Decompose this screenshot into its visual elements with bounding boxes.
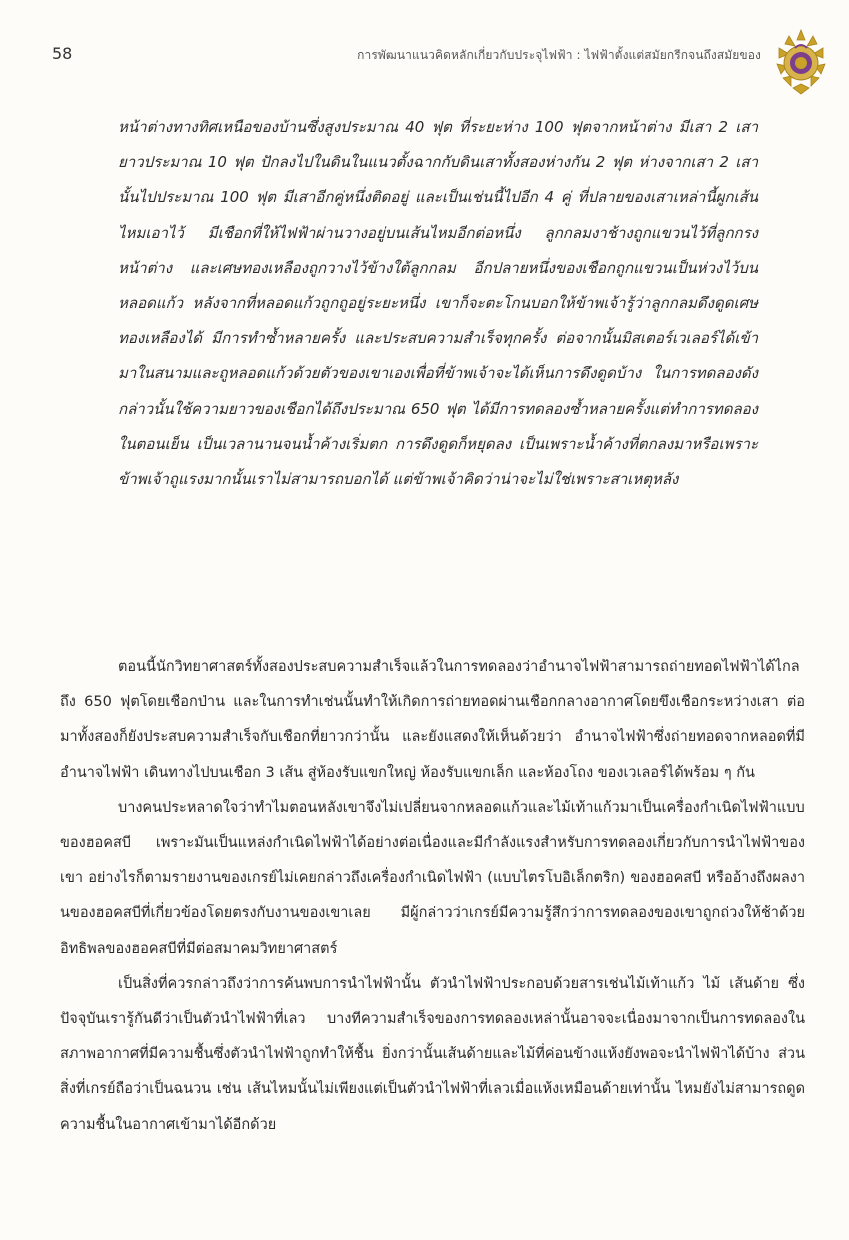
body-paragraph-2: บางคนประหลาดใจว่าทำไมตอนหลังเขาจึงไม่เปลี่ยนจากหลอดแก้วและไม้เท้าแก้วมาเป็นเครื่องกำเนิดไฟฟ้าแบบของฮอคสบี เพราะมันเป็นแหล่งกำเนิดไฟฟ้าได้อย่างต่อเนื่องและมีกำลังแรงสำหรับการทดลองเกี่ยวกับการนำไฟฟ้าของเขา อย่างไรก็ตามรายงานของเกรย์ไม่เคยกล่าวถึงเครื่องกำเนิดไฟฟ้า (แบบไตรโบอิเล็กตริก) ของฮอคสบี หรืออ้างถึงผลงานของฮอคสบีที่เกี่ยวข้องโดยตรงกับงานของเขาเลย มีผู้กล่าวว่าเกรย์มีความรู้สึกว่าการทดลองของเขาถูกถ่วงให้ช้าด้วยอิทธิพลของฮอคสบีที่มีต่อสมาคมวิทยาศาสตร์ [60,799,805,957]
quote-paragraph: หน้าต่างทางทิศเหนือของบ้านซึ่งสูงประมาณ 40 ฟุต ที่ระยะห่าง 100 ฟุตจากหน้าต่าง มีเสา 2 เสายาวประมาณ 10 ฟุต ปักลงไปในดินในแนวตั้งฉากกับดินเสาทั้งสองห่างกัน 2 ฟุต ห่างจากเสา 2 เสานั้นไปประมาณ 100 ฟุต มีเสาอีกคู่หนึ่งติดอยู่ และเป็นเช่นนี้ไปอีก 4 คู่ ที่ปลายของเสาเหล่านี้ผูกเส้นไหมเอาไว้ มีเชือกที่ให้ไฟฟ้าผ่านวางอยู่บนเส้นไหมอีกต่อหนึ่ง ลูกกลมงาช้างถูกแขวนไว้ที่ลูกกรงหน้าต่าง และเศษทองเหลืองถูกวางไว้ข้างใต้ลูกกลม อีกปลายหนึ่งของเชือกถูกแขวนเป็นห่วงไว้บนหลอดแก้ว หลังจากที่หลอดแก้วถูกถูอยู่ระยะหนึ่ง เขาก็จะตะโกนบอกให้ข้าพเจ้ารู้ว่าลูกกลมดึงดูดเศษทองเหลืองได้ มีการทำซ้ำหลายครั้ง และประสบความสำเร็จทุกครั้ง ต่อจากนั้นมิสเตอร์เวเลอร์ได้เข้ามาในสนามและถูหลอดแก้วด้วยตัวของเขาเองเพื่อที่ข้าพเจ้าจะได้เห็นการดึงดูดบ้าง ในการทดลองดังกล่าวนั้นใช้ความยาวของเชือกได้ถึงประมาณ 650 ฟุต ได้มีการทดลองซ้ำหลายครั้งแต่ทำการทดลองในตอนเย็น เป็นเวลานานจนน้ำค้างเริ่มตก การดึงดูดก็หยุดลง เป็นเพราะน้ำค้างที่ตกลงมาหรือเพราะข้าพเจ้าถูแรงมากนั้นเราไม่สามารถบอกได้ แต่ข้าพเจ้าคิดว่าน่าจะไม่ใช่เพราะสาเหตุหลัง [118,118,758,489]
university-seal-icon [771,28,831,98]
body-text [60,650,805,1143]
running-header: การพัฒนาแนวคิดหลักเกี่ยวกับประจุไฟฟ้า : ไฟฟ้าตั้งแต่สมัยกรีกจนถึงสมัยของ [357,48,761,62]
body-paragraph-1: ตอนนี้นักวิทยาศาสตร์ทั้งสองประสบความสำเร็จแล้วในการทดลองว่าอำนาจไฟฟ้าสามารถถ่ายทอดไฟฟ้าได้ไกลถึง 650 ฟุตโดยเชือกป่าน และในการทำเช่นนั้นทำให้เกิดการถ่ายทอดผ่านเชือกกลางอากาศโดยขึงเชือกระหว่างเสา ต่อมาทั้งสองก็ยังประสบความสำเร็จกับเชือกที่ยาวกว่านั้น และยังแสดงให้เห็นด้วยว่า อำนาจไฟฟ้าซึ่งถ่ายทอดจากหลอดที่มีอำนาจไฟฟ้า เดินทางไปบนเชือก 3 เส้น สู่ห้องรับแขกใหญ่ ห้องรับแขกเล็ก และห้องโถง ของเวเลอร์ได้พร้อม ๆ กัน [60,659,805,781]
body-paragraph-3: เป็นสิ่งที่ควรกล่าวถึงว่าการค้นพบการนำไฟฟ้านั้น ตัวนำไฟฟ้าประกอบด้วยสารเช่นไม้เท้าแก้ว ไม้ เส้นด้าย ซึ่งปัจจุบันเรารู้กันดีว่าเป็นตัวนำไฟฟ้าที่เลว บางทีความสำเร็จของการทดลองเหล่านั้นอาจจะเนื่องมาจากเป็นการทดลองในสภาพอากาศที่มีความชื้นซึ่งตัวนำไฟฟ้าถูกทำให้ชื้น ยิ่งกว่านั้นเส้นด้ายและไม้ที่ค่อนข้างแห้งยังพอจะนำไฟฟ้าได้บ้าง ส่วนสิ่งที่เกรย์ถือว่าเป็นฉนวน เช่น เส้นไหมนั้นไม่เพียงแต่เป็นตัวนำไฟฟ้าที่เลวเมื่อแห้งเหมือนด้ายเท่านั้น ไหมยังไม่สามารถดูดความชื้นในอากาศเข้ามาได้อีกด้วย [60,975,805,1133]
quote-block [118,110,758,497]
page-number: 58 [52,44,73,63]
